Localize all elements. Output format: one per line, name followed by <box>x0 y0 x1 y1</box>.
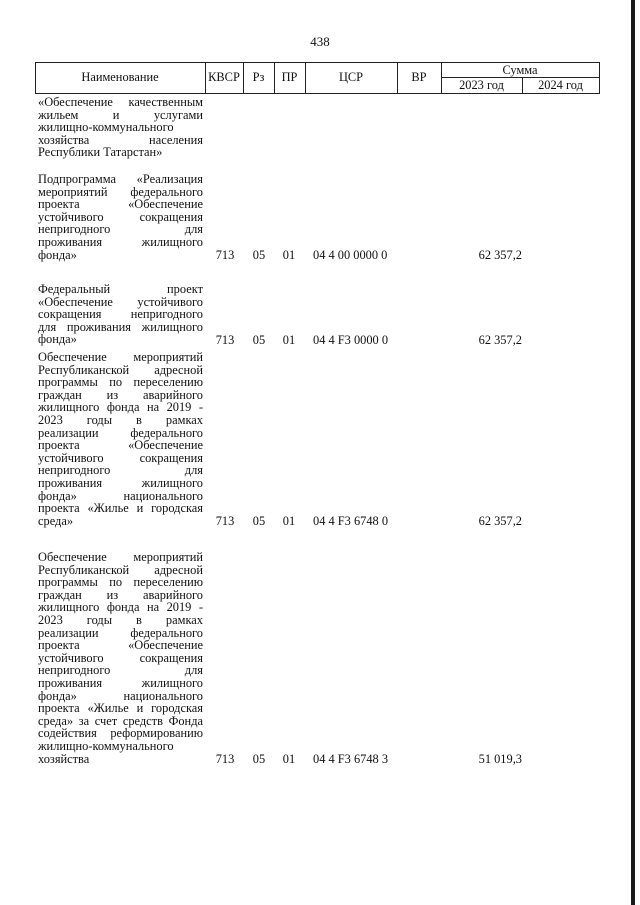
description-line: «Обеспечение качественным <box>38 95 203 109</box>
row-description <box>38 351 203 527</box>
description-line: жильем и услугами <box>38 107 203 122</box>
description-line: Федеральный проект <box>38 282 203 296</box>
description-line: Подпрограмма «Реализация <box>38 172 203 186</box>
description-line: Обеспечение мероприятий <box>38 350 203 364</box>
description-line: содействия реформированию <box>38 726 203 741</box>
description-line: устойчивого сокращения <box>38 209 203 224</box>
header-rz: Рз <box>252 70 265 84</box>
header-csr: ЦСР <box>338 70 364 84</box>
cell-rz: 05 <box>252 248 266 263</box>
description-line: проекта «Обеспечение <box>38 638 203 653</box>
description-line: жилищного фонда на 2019 - <box>38 600 203 615</box>
header-sum: Сумма <box>502 63 538 77</box>
description-line: мероприятий федерального <box>38 184 203 199</box>
cell-kvsr: 713 <box>215 332 235 347</box>
cell-sum2023: 51 019,3 <box>478 752 522 767</box>
description-line: проживания жилищного <box>38 475 203 490</box>
description-line: программы по переселению <box>38 575 203 590</box>
cell-rz: 05 <box>252 752 266 767</box>
cell-kvsr: 713 <box>215 752 235 767</box>
description-line: реализации федерального <box>38 425 203 440</box>
description-line: хозяйства <box>38 751 90 766</box>
description-line: проекта «Жилье и городская <box>38 501 203 516</box>
description-line: программы по переселению <box>38 375 203 390</box>
cell-csr: 04 4 F3 6748 3 <box>313 752 389 767</box>
page-number: 438 <box>310 34 330 49</box>
description-line: жилищного фонда на 2019 - <box>38 400 203 415</box>
description-line: «Обеспечение устойчивого <box>38 294 203 309</box>
header-name: Наименование <box>81 70 159 84</box>
description-line: фонда» национального <box>38 488 203 503</box>
description-line: проживания жилищного <box>38 234 203 249</box>
description-line: фонда» <box>38 332 77 347</box>
cell-sum2023: 62 357,2 <box>478 514 522 529</box>
description-line: граждан из аварийного <box>38 387 203 402</box>
header-pr: ПР <box>281 70 298 84</box>
cell-kvsr: 713 <box>215 514 235 529</box>
cell-kvsr: 713 <box>215 248 235 263</box>
header-year-2024: 2024 год <box>538 78 583 92</box>
description-line: среда» за счет средств Фонда <box>38 713 203 728</box>
cell-pr: 01 <box>282 248 296 263</box>
description-line: для проживания жилищного <box>38 319 203 334</box>
cell-sum2023: 62 357,2 <box>478 332 522 347</box>
description-line: фонда» национального <box>38 688 203 703</box>
cell-csr: 04 4 00 0000 0 <box>313 248 388 263</box>
description-line: проживания жилищного <box>38 675 203 690</box>
description-line: Обеспечение мероприятий <box>38 550 203 564</box>
cell-rz: 05 <box>252 514 266 529</box>
cell-sum2023: 62 357,2 <box>478 248 522 263</box>
row-description <box>38 283 203 346</box>
description-line: среда» <box>38 513 74 528</box>
description-line: устойчивого сокращения <box>38 650 203 665</box>
description-line: 2023 годы в рамках <box>38 612 203 627</box>
table-header <box>35 62 600 94</box>
cell-pr: 01 <box>282 332 296 347</box>
description-line: 2023 годы в рамках <box>38 412 203 427</box>
description-line: граждан из аварийного <box>38 587 203 602</box>
cell-csr: 04 4 F3 6748 0 <box>313 514 389 529</box>
row-description <box>38 551 203 765</box>
description-line: Республиканской адресной <box>38 562 203 577</box>
cell-pr: 01 <box>282 752 296 767</box>
cell-rz: 05 <box>252 332 266 347</box>
header-vr: ВР <box>411 70 427 84</box>
row-description <box>38 173 203 261</box>
description-line: непригодного для <box>38 463 203 478</box>
description-line: фонда» <box>38 247 77 262</box>
description-line: Республики Татарстан» <box>38 145 163 160</box>
description-line: жилищно-коммунального <box>38 738 174 753</box>
description-line: проекта «Обеспечение <box>38 438 203 453</box>
description-line: жилищно-коммунального <box>38 120 174 135</box>
description-line: устойчивого сокращения <box>38 450 203 465</box>
description-line: непригодного для <box>38 222 203 237</box>
header-kvsr: КВСР <box>208 70 240 84</box>
header-year-2023: 2023 год <box>459 78 504 92</box>
description-line: сокращения непригодного <box>38 307 203 322</box>
description-line: хозяйства населения <box>38 132 203 147</box>
row-description <box>38 96 203 159</box>
scan-edge <box>631 0 635 905</box>
cell-csr: 04 4 F3 0000 0 <box>313 332 389 347</box>
description-line: реализации федерального <box>38 625 203 640</box>
description-line: проекта «Жилье и городская <box>38 701 203 716</box>
description-line: проекта «Обеспечение <box>38 197 203 212</box>
cell-pr: 01 <box>282 514 296 529</box>
description-line: непригодного для <box>38 663 203 678</box>
description-line: Республиканской адресной <box>38 362 203 377</box>
